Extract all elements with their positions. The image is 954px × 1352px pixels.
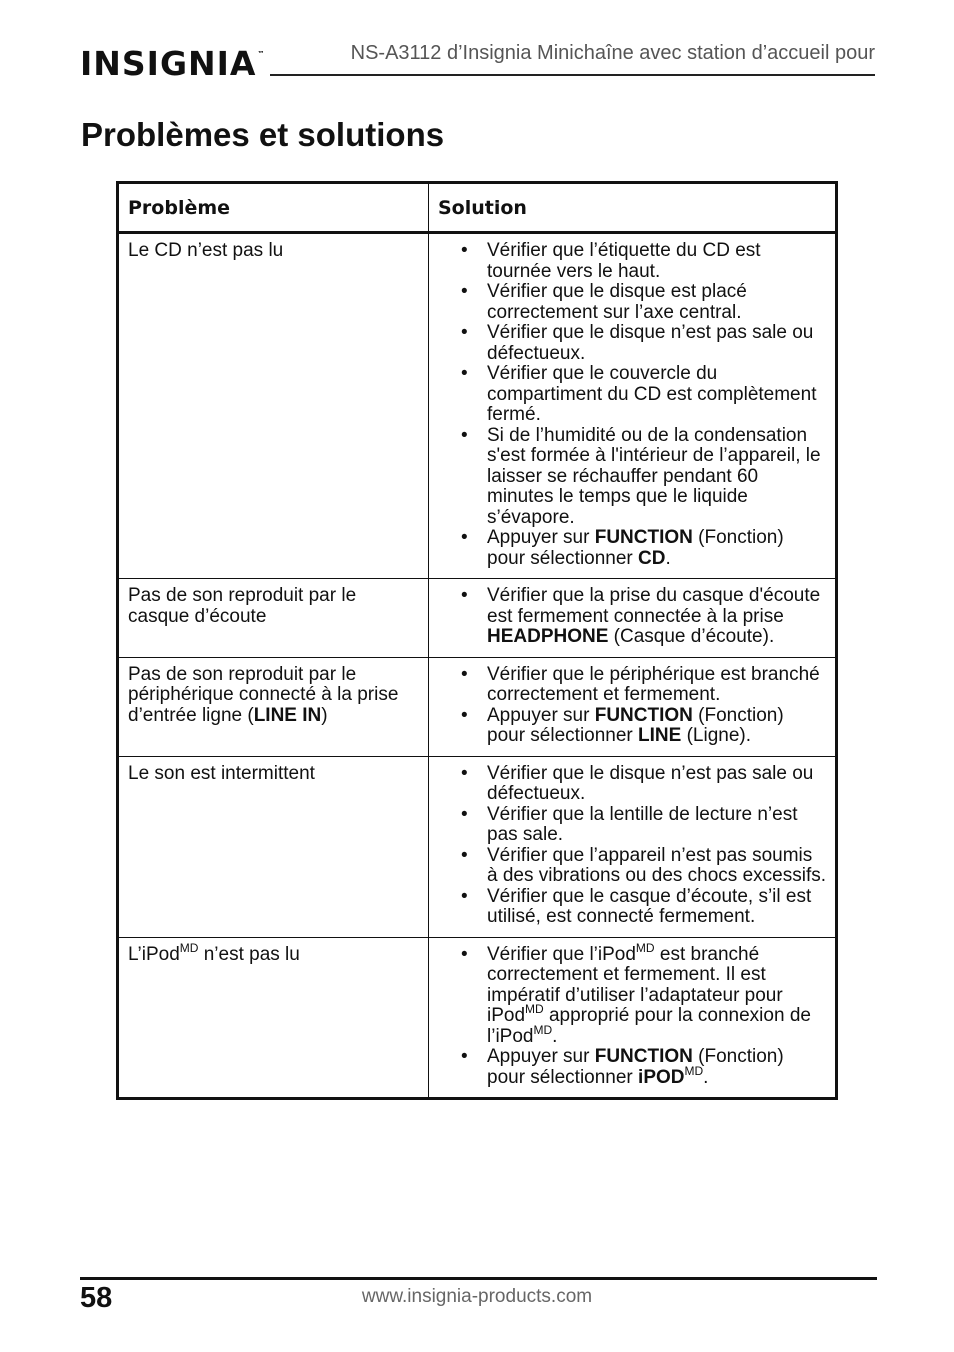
bullet-icon: • <box>461 281 468 302</box>
table-body <box>118 233 837 1099</box>
bold-term: LINE <box>638 725 682 746</box>
bullet-icon: • <box>461 943 468 965</box>
problem-cell: Le CD n’est pas lu <box>118 233 429 579</box>
solution-list <box>438 586 826 648</box>
solution-cell <box>429 937 837 1099</box>
bold-term: FUNCTION <box>594 1046 693 1067</box>
solution-cell <box>429 756 837 937</box>
bold-term: LINE IN <box>253 704 322 726</box>
solution-cell <box>429 657 837 756</box>
solution-text: Si de l’humidité ou de la condensation s'est formée à l'intérieur de l’appareil, le laisser se réchauffer pendant 60 minutes le temps que le liquide s’évapore. <box>487 424 821 528</box>
bullet-icon: • <box>461 1046 468 1067</box>
solution-item <box>461 803 826 846</box>
superscript: MD <box>525 1002 544 1016</box>
solution-text: Vérifier que le couvercle du compartiment du CD est complètement fermé. <box>487 363 817 425</box>
table-row <box>118 579 837 658</box>
bold-term: FUNCTION <box>594 527 693 548</box>
header-divider <box>270 74 875 76</box>
solution-item <box>461 527 826 569</box>
header-title: NS-A3112 d’Insignia Minichaîne avec station d’accueil pour <box>350 42 875 64</box>
solution-cell <box>429 233 837 579</box>
solution-item <box>461 762 826 805</box>
column-header-problem: Problème <box>118 183 429 233</box>
solution-text: Vérifier que le casque d’écoute, s’il est utilisé, est connecté fermement. <box>487 885 812 927</box>
table-row <box>118 937 837 1099</box>
solution-item <box>461 704 826 747</box>
bullet-icon: • <box>461 762 468 784</box>
solution-item <box>461 281 826 323</box>
solution-item <box>461 885 826 928</box>
problem-cell: Le son est intermittent <box>118 756 429 937</box>
bullet-icon: • <box>461 363 468 384</box>
solution-text: Vérifier que le disque n’est pas sale ou défectueux. <box>487 322 814 364</box>
bullet-icon: • <box>461 585 468 606</box>
solution-list <box>438 665 826 747</box>
bullet-icon: • <box>461 240 468 261</box>
problem-cell: Pas de son reproduit par le périphérique connecté à la prise d’entrée ligne (LINE IN) <box>118 657 429 756</box>
bold-term: FUNCTION <box>594 704 693 726</box>
footer-divider <box>80 1277 877 1280</box>
solution-list <box>438 940 826 1089</box>
solution-item <box>461 322 826 364</box>
table-row <box>118 756 837 937</box>
solution-text: Appuyer sur FUNCTION (Fonction) pour sélectionner LINE (Ligne). <box>487 704 784 746</box>
troubleshooting-table <box>116 181 838 1100</box>
solution-item <box>461 424 826 529</box>
insignia-logo: INSIGNIA™ <box>80 44 266 83</box>
superscript: MD <box>179 940 199 955</box>
bullet-icon: • <box>461 885 468 907</box>
problem-cell: L’iPod$^{MD}$ n’est pas lu <box>118 937 429 1099</box>
bullet-icon: • <box>461 322 468 343</box>
solution-item <box>461 363 826 426</box>
bold-term: CD <box>638 547 666 569</box>
solution-text: Vérifier que le disque est placé correctement sur l’axe central. <box>487 281 747 323</box>
problem-cell: Pas de son reproduit par le casque d’écoute <box>118 579 429 658</box>
page-title: Problèmes et solutions <box>81 116 445 153</box>
solution-cell <box>429 579 837 658</box>
bullet-icon: • <box>461 663 468 685</box>
page-number: 58 <box>80 1282 113 1314</box>
bullet-icon: • <box>461 527 468 548</box>
table-row <box>118 657 837 756</box>
bullet-icon: • <box>461 803 468 825</box>
solution-text: Vérifier que la prise du casque d'écoute est fermement connectée à la prise HEADPHONE (Casque d’écoute). <box>487 585 821 647</box>
solution-text: Appuyer sur FUNCTION (Fonction) pour sélectionner iPOD$^{MD}$. <box>487 1046 784 1088</box>
solution-text: Vérifier que l’iPod$^{MD}$ est branché correctement et fermement. Il est impératif d’utiliser l’adaptateur pour iPod$^{MD}$ approprié pour la connexion de l’iPod$^{MD}$. <box>487 940 811 1047</box>
solution-item <box>461 663 826 706</box>
solution-item <box>461 1046 826 1088</box>
solution-text: Vérifier que le périphérique est branché correctement et fermement. <box>487 663 820 705</box>
bullet-icon: • <box>461 424 468 446</box>
solution-item <box>461 585 826 648</box>
table-header-row <box>118 183 837 233</box>
superscript: MD <box>635 940 655 955</box>
solution-list <box>438 764 826 928</box>
footer-url: www.insignia-products.com <box>361 1286 593 1307</box>
bold-term: iPOD <box>638 1066 685 1088</box>
column-header-solution: Solution <box>429 183 837 233</box>
bold-term: HEADPHONE <box>487 626 609 647</box>
page-header <box>80 36 875 86</box>
solution-text: Vérifier que la lentille de lecture n’est pas sale. <box>487 803 798 845</box>
solution-item <box>461 844 827 887</box>
solution-item <box>461 940 826 1048</box>
solution-list <box>438 241 826 569</box>
solution-text: Vérifier que l’étiquette du CD est tournée vers le haut. <box>487 240 761 282</box>
table-row <box>118 233 837 579</box>
bullet-icon: • <box>461 844 468 866</box>
solution-text: Appuyer sur FUNCTION (Fonction) pour sélectionner CD. <box>487 527 784 569</box>
solution-text: Vérifier que le disque n’est pas sale ou défectueux. <box>487 762 814 804</box>
solution-item <box>461 240 826 282</box>
superscript: MD <box>684 1063 704 1078</box>
bullet-icon: • <box>461 704 468 726</box>
solution-text: Vérifier que l’appareil n’est pas soumis à des vibrations ou des chocs excessifs. <box>487 844 827 886</box>
superscript: MD <box>533 1022 553 1037</box>
